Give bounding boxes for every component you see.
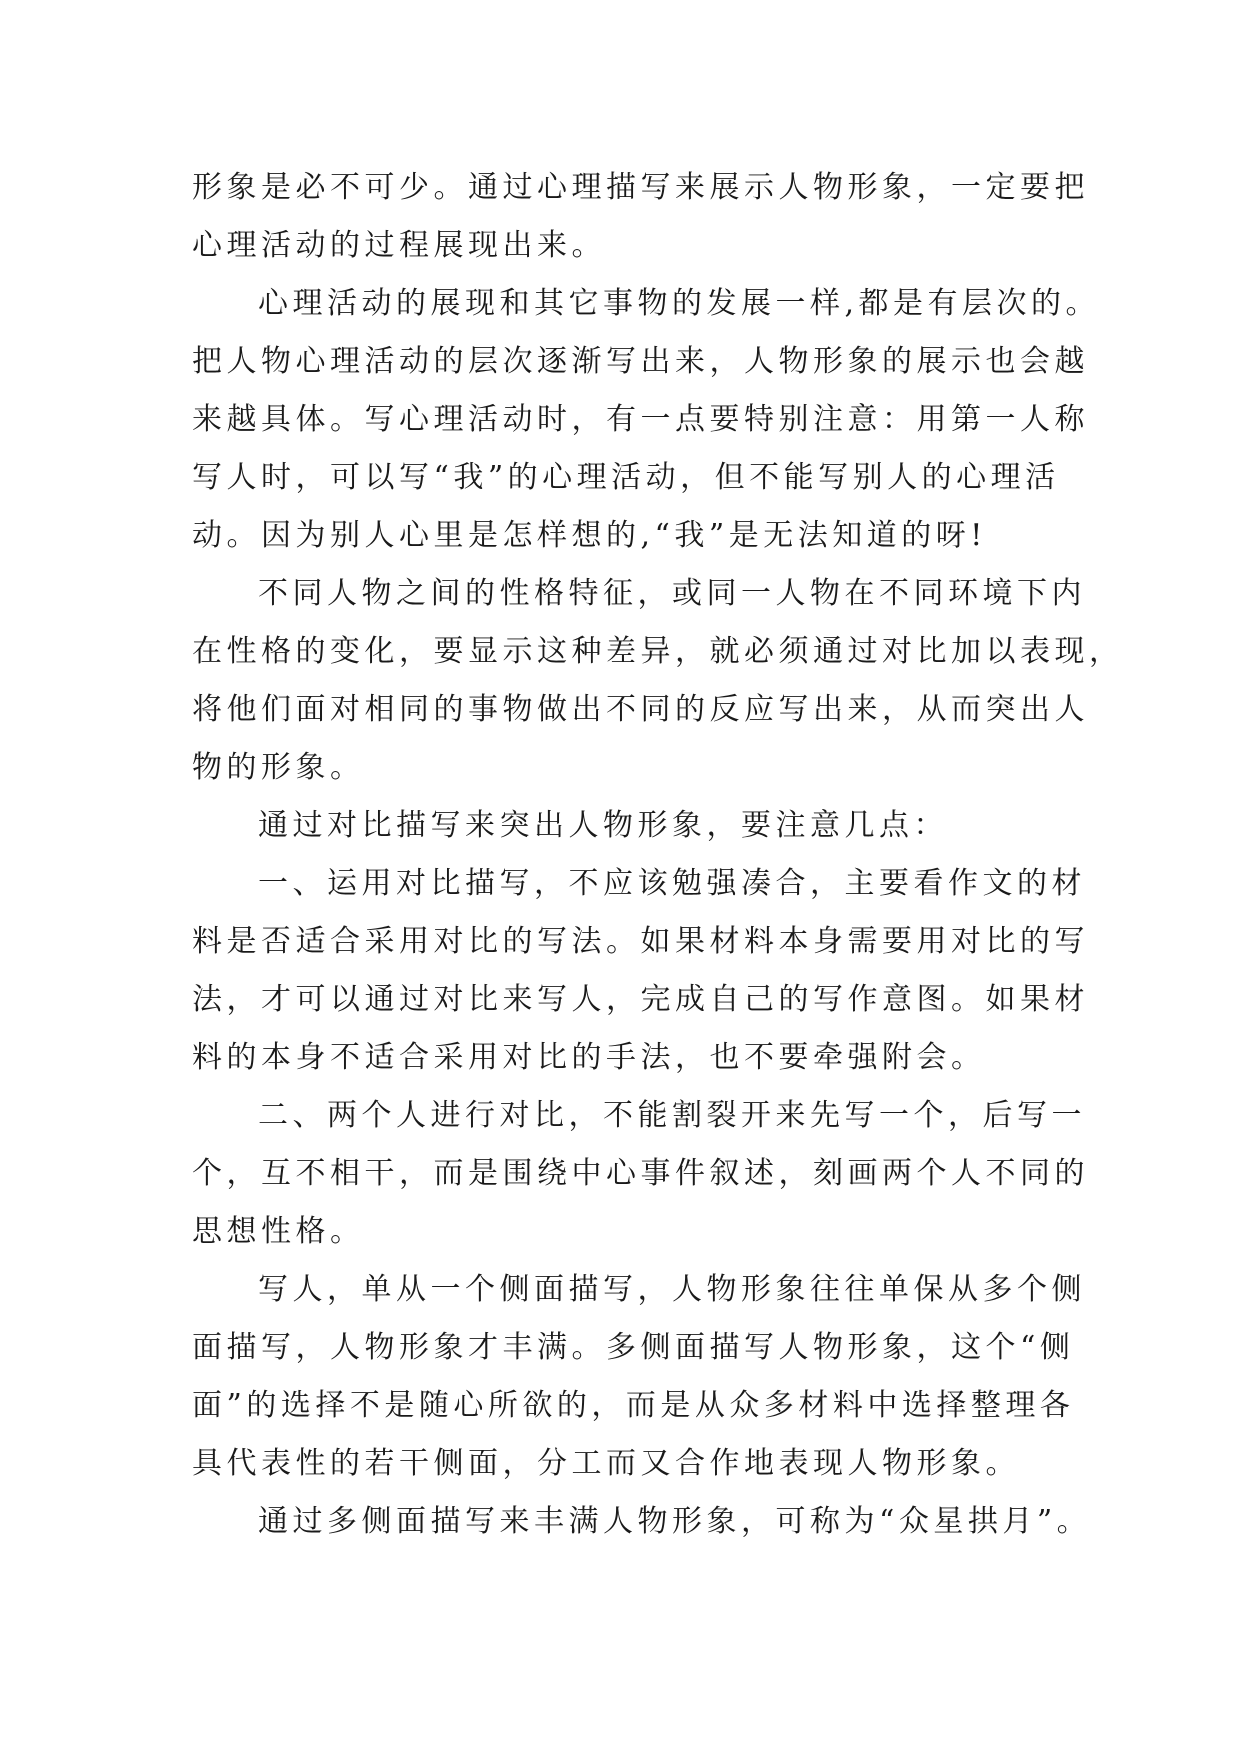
text-line: 个，互不相干，而是围绕中心事件叙述，刻画两个人不同的 (192, 1156, 1089, 1191)
text-line: 思想性格。 (192, 1214, 365, 1249)
text-line: 来越具体。写心理活动时，有一点要特别注意：用第一人称 (192, 402, 1089, 437)
text-line: 形象是必不可少。通过心理描写来展示人物形象，一定要把 (192, 170, 1089, 205)
text-line: 具代表性的若干侧面，分工而又合作地表现人物形象。 (192, 1446, 1020, 1481)
paragraph-start-line: 不同人物之间的性格特征，或同一人物在不同环境下内 (258, 576, 1086, 611)
paragraph-start-line: 一、运用对比描写，不应该勉强凑合，主要看作文的材 (258, 866, 1086, 901)
paragraph-start-line: 心理活动的展现和其它事物的发展一样,都是有层次的。 (258, 286, 1101, 321)
text-line: 物的形象。 (192, 750, 365, 785)
text-line: 在性格的变化，要显示这种差异，就必须通过对比加以表现， (192, 634, 1124, 669)
paragraph-start-line: 通过对比描写来突出人物形象，要注意几点： (258, 808, 948, 843)
text-line: 心理活动的过程展现出来。 (192, 228, 606, 263)
paragraph-start-line: 二、两个人进行对比，不能割裂开来先写一个，后写一 (258, 1098, 1086, 1133)
text-line: 将他们面对相同的事物做出不同的反应写出来，从而突出人 (192, 692, 1089, 727)
text-line: 动。因为别人心里是怎样想的,“我”是无法知道的呀! (192, 518, 987, 553)
text-line: 把人物心理活动的层次逐渐写出来，人物形象的展示也会越 (192, 344, 1089, 379)
paragraph-start-line: 写人，单从一个侧面描写，人物形象往往单保从多个侧 (258, 1272, 1086, 1307)
text-line: 料的本身不适合采用对比的手法，也不要牵强附会。 (192, 1040, 986, 1075)
text-line: 料是否适合采用对比的写法。如果材料本身需要用对比的写 (192, 924, 1089, 959)
paragraph-start-line: 通过多侧面描写来丰满人物形象，可称为“众星拱月”。 (258, 1504, 1092, 1539)
text-line: 写人时，可以写“我”的心理活动，但不能写别人的心理活 (192, 460, 1060, 495)
text-line: 法，才可以通过对比来写人，完成自己的写作意图。如果材 (192, 982, 1089, 1017)
text-line: 面”的选择不是随心所欲的，而是从众多材料中选择整理各 (192, 1388, 1075, 1423)
text-line: 面描写，人物形象才丰满。多侧面描写人物形象，这个“侧 (192, 1330, 1075, 1365)
